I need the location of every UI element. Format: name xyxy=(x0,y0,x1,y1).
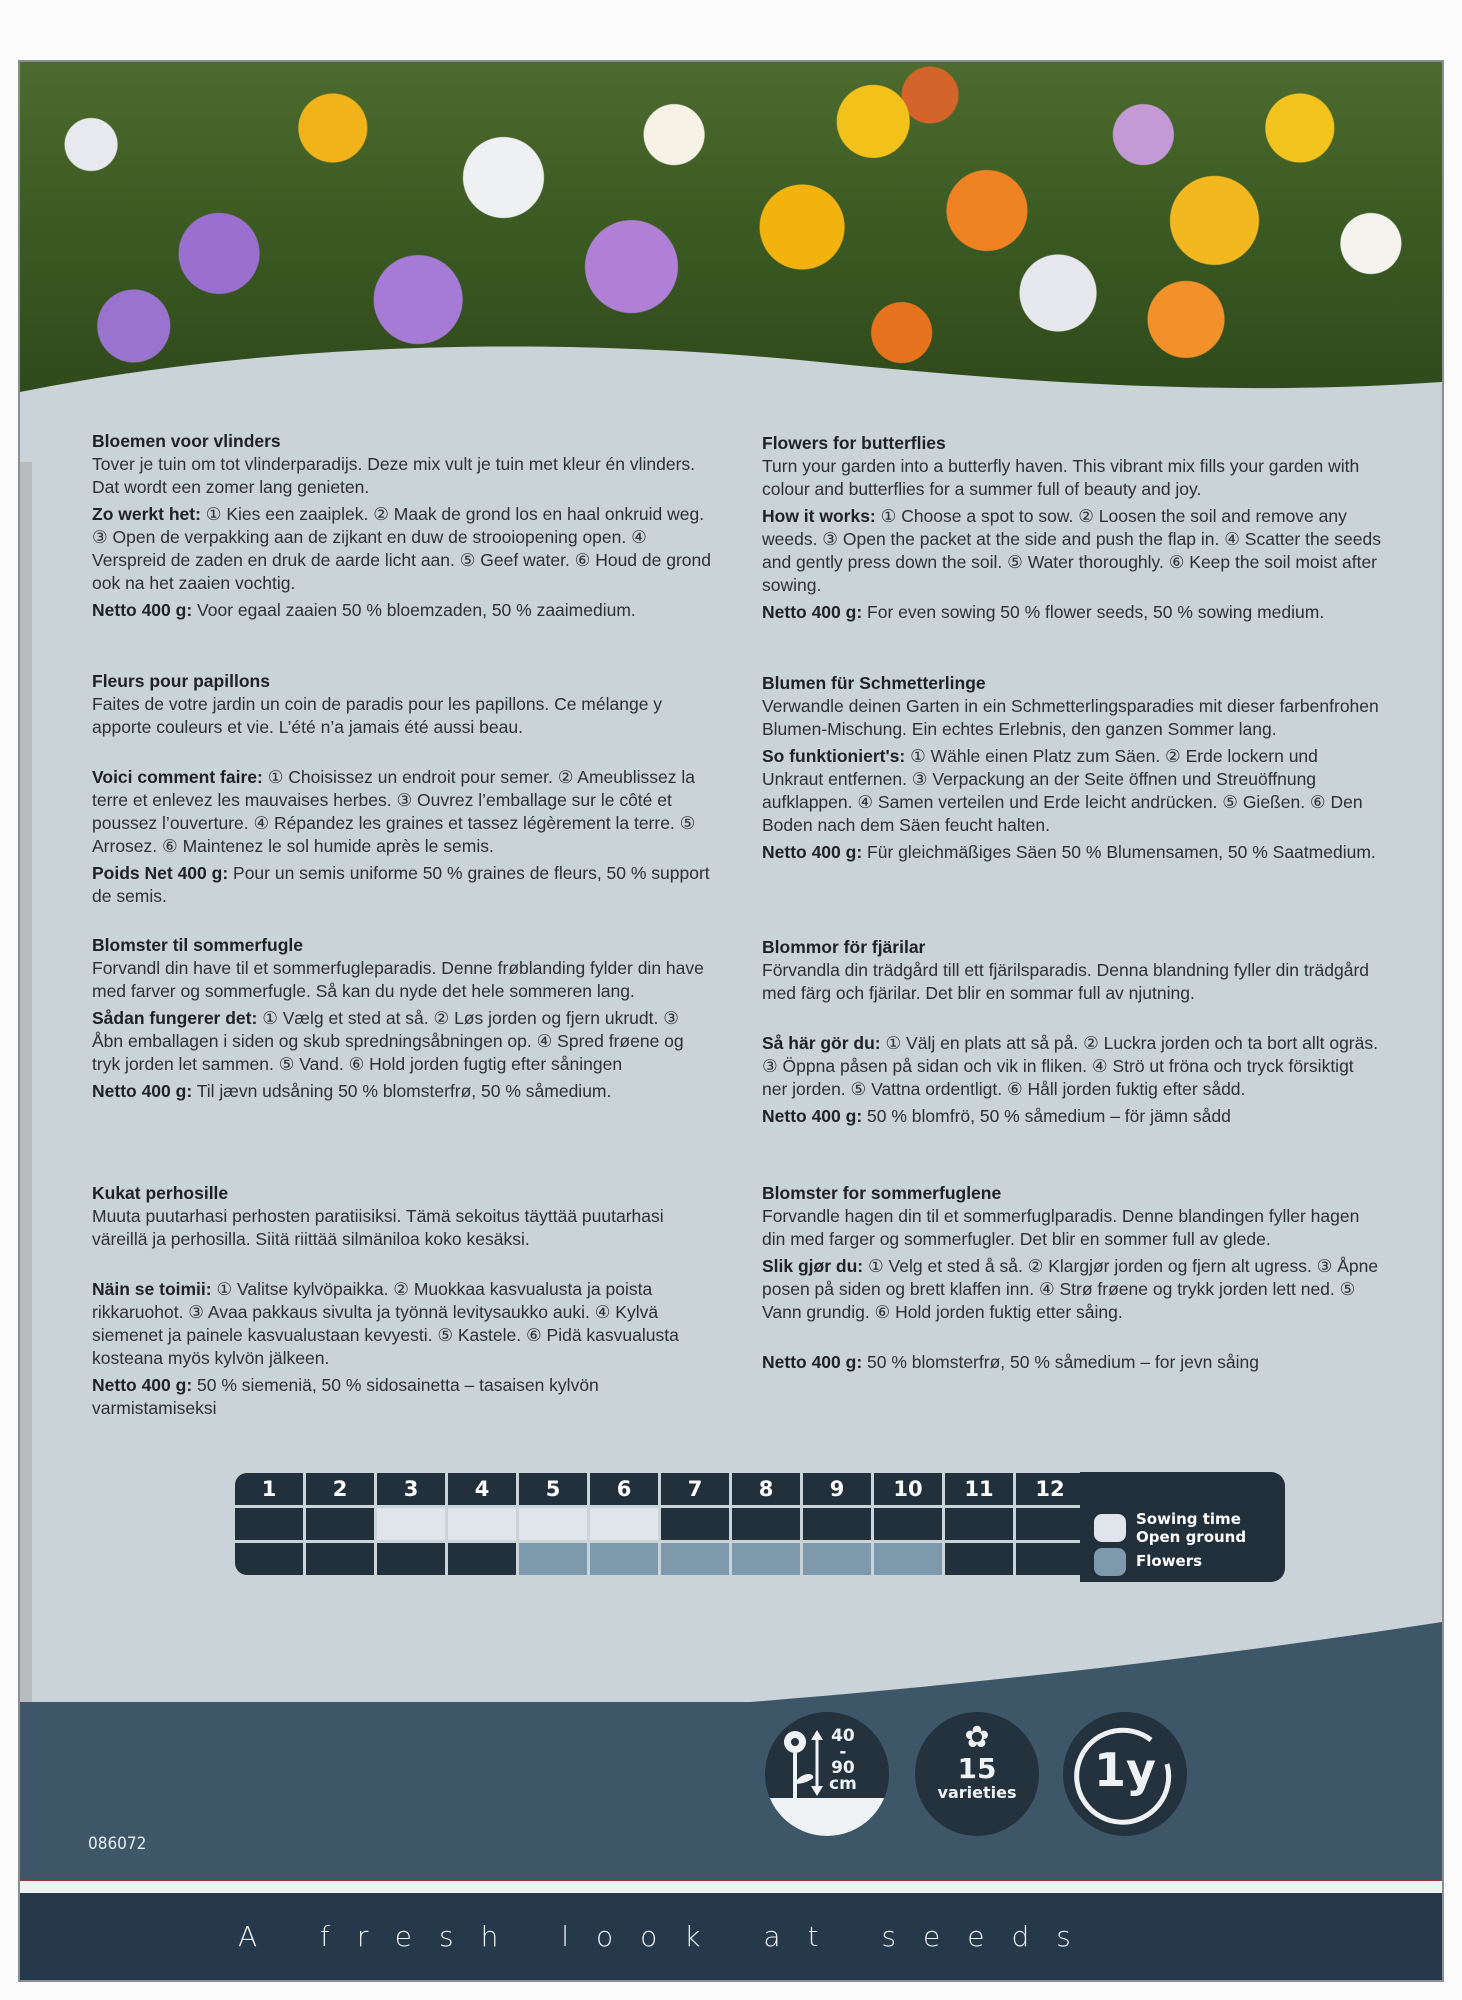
sowing-cell-5 xyxy=(519,1508,587,1540)
how-label: Så här gör du: xyxy=(762,1033,881,1053)
legend-flowers-swatch xyxy=(1094,1548,1126,1576)
how-text: ① Wähle einen Platz zum Säen. ② Erde lockern und Unkraut entfernen. ③ Verpackung an der Seite öffnen und Streuöffnung aufklappen. ④ Samen verteilen und Erde leicht andrücken. ⑤ Gießen. ⑥ Den Boden nach dem Säen feucht halten. xyxy=(762,746,1363,835)
net-label: Netto 400 g: xyxy=(92,1375,193,1395)
calendar-month-9: 9 xyxy=(803,1473,871,1505)
section-sv xyxy=(762,936,1382,1132)
section-nl xyxy=(92,430,712,626)
how-text: ① Velg et sted å så. ② Klargjør jorden og fjern alt ugress. ③ Åpne posen på siden og brett klaffen inn. ④ Strø frøene og trykk jorden lett ned. ⑤ Vann grundig. ⑥ Hold jorden fuktig etter såing. xyxy=(762,1256,1379,1322)
product-code: 086072 xyxy=(88,1834,147,1854)
net-text: Voor egaal zaaien 50 % bloemzaden, 50 % zaaimedium. xyxy=(197,600,636,620)
flowers-cell-11 xyxy=(945,1543,1013,1575)
flowers-cell-5 xyxy=(519,1543,587,1575)
flowers-cell-8 xyxy=(732,1543,800,1575)
how-label: Näin se toimii: xyxy=(92,1279,212,1299)
height-min: 40 xyxy=(831,1726,855,1746)
section-fr xyxy=(92,670,712,912)
height-unit: cm xyxy=(829,1774,857,1794)
calendar-flowers-row xyxy=(235,1543,1084,1575)
footer-stripe xyxy=(20,1879,1442,1893)
annual-label: 1y xyxy=(1094,1743,1156,1797)
section-intro: Faites de votre jardin un coin de paradis pour les papillons. Ce mélange y apporte couleurs et vie. L’été n’a jamais été aussi beau. xyxy=(92,694,663,737)
how-label: Zo werkt het: xyxy=(92,504,201,524)
net-text: Pour un semis uniforme 50 % graines de fleurs, 50 % support de semis. xyxy=(92,863,710,906)
how-label: How it works: xyxy=(762,506,876,526)
how-text: ① Vælg et sted at så. ② Løs jorden og fjern ukrudt. ③ Åbn emballagen i siden og skub spredningsåbningen op. ④ Spred frøene og tryk jorden let sammen. ⑤ Vand. ⑥ Hold jorden fugtig efter såningen xyxy=(92,1008,684,1074)
section-title: Flowers for butterflies xyxy=(762,433,946,453)
seed-packet-back xyxy=(20,62,1442,1980)
flower-icon: ✿ xyxy=(964,1720,990,1755)
calendar-month-2: 2 xyxy=(306,1473,374,1505)
flowers-cell-4 xyxy=(448,1543,516,1575)
how-text: ① Choisissez un endroit pour semer. ② Ameublissez la terre et enlevez les mauvaises herbes. ③ Ouvrez l’emballage sur le côté et poussez l’ouverture. ④ Répandez les graines et tassez légèrement la terre. ⑤ Arrosez. ⑥ Maintenez le sol humide après le semis. xyxy=(92,767,696,856)
sowing-cell-11 xyxy=(945,1508,1013,1540)
varieties-badge xyxy=(915,1712,1039,1836)
calendar-month-12: 12 xyxy=(1016,1473,1084,1505)
calendar-month-11: 11 xyxy=(945,1473,1013,1505)
section-title: Fleurs pour papillons xyxy=(92,671,270,691)
calendar-month-8: 8 xyxy=(732,1473,800,1505)
calendar-month-1: 1 xyxy=(235,1473,303,1505)
section-title: Blumen für Schmetterlinge xyxy=(762,673,986,693)
flowers-cell-2 xyxy=(306,1543,374,1575)
section-en xyxy=(762,432,1382,628)
how-text: ① Välj en plats att så på. ② Luckra jorden och ta bort allt ogräs. ③ Öppna påsen på sidan och vik in fliken. ④ Strö ut fröna och tryck försiktigt ner jorden. ⑤ Vattna ordentligt. ⑥ Håll jorden fuktig efter sådd. xyxy=(762,1033,1378,1099)
calendar-month-10: 10 xyxy=(874,1473,942,1505)
net-text: 50 % blomfrö, 50 % såmedium – för jämn sådd xyxy=(867,1106,1231,1126)
legend-sowing-label: Sowing time Open ground xyxy=(1136,1510,1247,1546)
net-label: Netto 400 g: xyxy=(762,1352,863,1372)
section-intro: Verwandle deinen Garten in ein Schmetterlingsparadies mit dieser farbenfrohen Blumen-Mischung. Ein echtes Erlebnis, den ganzen Sommer lang. xyxy=(762,696,1379,739)
calendar-month-6: 6 xyxy=(590,1473,658,1505)
section-title: Bloemen voor vlinders xyxy=(92,431,281,451)
net-label: Netto 400 g: xyxy=(92,1081,193,1101)
flowers-cell-9 xyxy=(803,1543,871,1575)
flowers-cell-10 xyxy=(874,1543,942,1575)
sowing-cell-2 xyxy=(306,1508,374,1540)
sowing-cell-7 xyxy=(661,1508,729,1540)
section-title: Blomster til sommerfugle xyxy=(92,935,304,955)
how-label: So funktioniert's: xyxy=(762,746,906,766)
sowing-cell-4 xyxy=(448,1508,516,1540)
section-fi xyxy=(92,1182,712,1424)
sowing-cell-10 xyxy=(874,1508,942,1540)
section-title: Kukat perhosille xyxy=(92,1183,229,1203)
height-sep: - xyxy=(839,1742,847,1762)
sowing-cell-8 xyxy=(732,1508,800,1540)
section-intro: Turn your garden into a butterfly haven. This vibrant mix fills your garden with colour and butterflies for a summer full of beauty and joy. xyxy=(762,456,1360,499)
flower-height-icon xyxy=(765,1712,889,1836)
net-label: Netto 400 g: xyxy=(92,600,193,620)
section-intro: Tover je tuin om tot vlinderparadijs. Deze mix vult je tuin met kleur én vlinders. Dat wordt een zomer lang genieten. xyxy=(92,454,696,497)
how-text: ① Kies een zaaiplek. ② Maak de grond los en haal onkruid weg. ③ Open de verpakking aan de zijkant en duw de strooiopening open. ④ Verspreid de zaden en druk de aarde licht aan. ⑤ Geef water. ⑥ Houd de grond ook na het zaaien vochtig. xyxy=(92,504,711,593)
net-text: Für gleichmäßiges Säen 50 % Blumensamen, 50 % Saatmedium. xyxy=(867,842,1376,862)
calendar-month-row xyxy=(235,1473,1084,1505)
sowing-cell-6 xyxy=(590,1508,658,1540)
sowing-cell-1 xyxy=(235,1508,303,1540)
section-da xyxy=(92,934,712,1107)
sowing-cell-3 xyxy=(377,1508,445,1540)
net-label: Netto 400 g: xyxy=(762,1106,863,1126)
varieties-count: 15 xyxy=(957,1752,997,1785)
height-badge xyxy=(765,1712,889,1836)
section-intro: Forvandl din have til et sommerfugleparadis. Denne frøblanding fylder din have med farver og sommerfugle. Så kan du nyde det hele sommeren lang. xyxy=(92,958,704,1001)
section-title: Blomster for sommerfuglene xyxy=(762,1183,1002,1203)
section-intro: Forvandle hagen din til et sommerfuglparadis. Denne blandingen fyller hagen din med farger og sommerfugler. Det blir en sommer full av glede. xyxy=(762,1206,1360,1249)
section-intro: Förvandla din trädgård till ett fjärilsparadis. Denna blandning fyller din trädgård med färg och fjärilar. Det blir en sommar full av njutning. xyxy=(762,960,1370,1003)
net-label: Netto 400 g: xyxy=(762,842,863,862)
legend-sowing-swatch xyxy=(1094,1514,1126,1542)
calendar-legend xyxy=(1080,1472,1285,1582)
height-max: 90 xyxy=(831,1758,855,1778)
net-text: 50 % blomsterfrø, 50 % såmedium – for jevn såing xyxy=(867,1352,1260,1372)
section-intro: Muuta puutarhasi perhosten paratiisiksi. Tämä sekoitus täyttää puutarhasi väreillä ja perhosilla. Siitä riittää silmäniloa koko kesäksi. xyxy=(92,1206,664,1249)
calendar-month-3: 3 xyxy=(377,1473,445,1505)
flowers-cell-1 xyxy=(235,1543,303,1575)
net-text: 50 % siemeniä, 50 % sidosainetta – tasaisen kylvön varmistamiseksi xyxy=(92,1375,599,1418)
calendar-month-7: 7 xyxy=(661,1473,729,1505)
section-de xyxy=(762,672,1382,868)
calendar-month-5: 5 xyxy=(519,1473,587,1505)
sowing-cell-12 xyxy=(1016,1508,1084,1540)
how-text: ① Choose a spot to sow. ② Loosen the soil and remove any weeds. ③ Open the packet at the side and push the flap in. ④ Scatter the seeds and gently press down the soil. ⑤ Water thoroughly. ⑥ Keep the soil moist after sowing. xyxy=(762,506,1381,595)
flowers-cell-12 xyxy=(1016,1543,1084,1575)
section-no xyxy=(762,1182,1382,1378)
how-label: Voici comment faire: xyxy=(92,767,263,787)
how-text: ① Valitse kylvöpaikka. ② Muokkaa kasvualusta ja poista rikkaruohot. ③ Avaa pakkaus sivulta ja työnnä levitysaukko auki. ④ Kylvä siemenet ja painele kasvualustaan kevyesti. ⑤ Kastele. ⑥ Pidä kasvualusta kosteana myös kylvön jälkeen. xyxy=(92,1279,679,1368)
annual-badge xyxy=(1063,1712,1187,1836)
legend-flowers-label: Flowers xyxy=(1136,1552,1203,1570)
net-text: For even sowing 50 % flower seeds, 50 % sowing medium. xyxy=(867,602,1325,622)
sowing-calendar xyxy=(232,1470,1104,1580)
brand-slogan: A fresh look at seeds xyxy=(238,1920,1098,1953)
net-label: Poids Net 400 g: xyxy=(92,863,229,883)
how-label: Slik gjør du: xyxy=(762,1256,864,1276)
net-label: Netto 400 g: xyxy=(762,602,863,622)
how-label: Sådan fungerer det: xyxy=(92,1008,258,1028)
varieties-label: varieties xyxy=(937,1783,1017,1802)
flowers-cell-3 xyxy=(377,1543,445,1575)
sowing-cell-9 xyxy=(803,1508,871,1540)
calendar-sowing-row xyxy=(235,1508,1084,1540)
net-text: Til jævn udsåning 50 % blomsterfrø, 50 % såmedium. xyxy=(196,1081,612,1101)
flowers-cell-6 xyxy=(590,1543,658,1575)
flowers-cell-7 xyxy=(661,1543,729,1575)
section-title: Blommor för fjärilar xyxy=(762,937,926,957)
calendar-month-4: 4 xyxy=(448,1473,516,1505)
